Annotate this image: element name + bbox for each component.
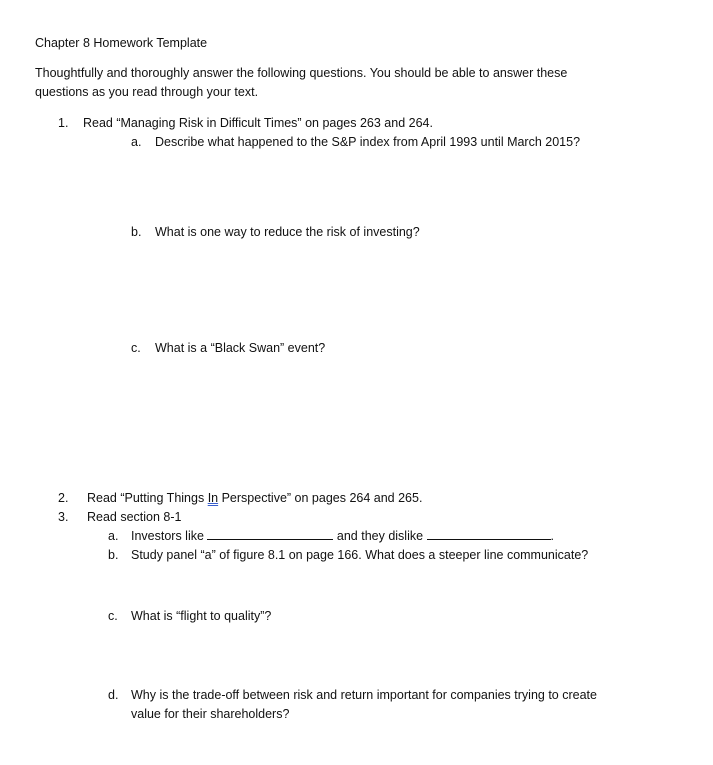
q1c-letter: c. [131, 341, 141, 355]
document-title: Chapter 8 Homework Template [35, 36, 208, 50]
q3d-line-2: value for their shareholders? [131, 707, 290, 721]
q1b-letter: b. [131, 225, 142, 239]
q3c-letter: c. [108, 609, 118, 623]
q3a-text [131, 527, 554, 545]
q3a-text-pre: Investors like [131, 529, 208, 543]
q1-text: Read “Managing Risk in Difficult Times” on pages 263 and 264. [83, 116, 433, 130]
q3a-blank-dislikes[interactable] [427, 528, 551, 540]
q3-text: Read section 8-1 [87, 510, 182, 524]
q3b-letter: b. [108, 548, 119, 562]
q2-text-pre: Read “Putting Things [87, 491, 208, 505]
intro-line-1: Thoughtfully and thoroughly answer the following questions. You should be able to answer these [35, 66, 568, 80]
intro-line-2: questions as you read through your text. [35, 85, 259, 99]
q3c-text: What is “flight to quality”? [131, 609, 272, 623]
q2-underlined-word: In [207, 491, 219, 505]
q3a-text-mid: and they dislike [333, 529, 427, 543]
q2-text [87, 489, 422, 507]
q3a-letter: a. [108, 529, 119, 543]
q1c-text: What is a “Black Swan” event? [155, 341, 326, 355]
q3d-line-1: Why is the trade-off between risk and return important for companies trying to create [131, 688, 597, 702]
q3b-text: Study panel “a” of figure 8.1 on page 166. What does a steeper line communicate? [131, 548, 589, 562]
q1a-letter: a. [131, 135, 142, 149]
q3a-blank-likes[interactable] [207, 528, 333, 540]
q1-number: 1. [58, 116, 69, 130]
q2-text-post: Perspective” on pages 264 and 265. [218, 491, 423, 505]
q1b-text: What is one way to reduce the risk of investing? [155, 225, 420, 239]
q3a-text-end: . [550, 529, 555, 543]
q1a-text: Describe what happened to the S&P index from April 1993 until March 2015? [155, 135, 581, 149]
q2-number: 2. [58, 491, 69, 505]
q3d-letter: d. [108, 688, 119, 702]
q3-number: 3. [58, 510, 69, 524]
